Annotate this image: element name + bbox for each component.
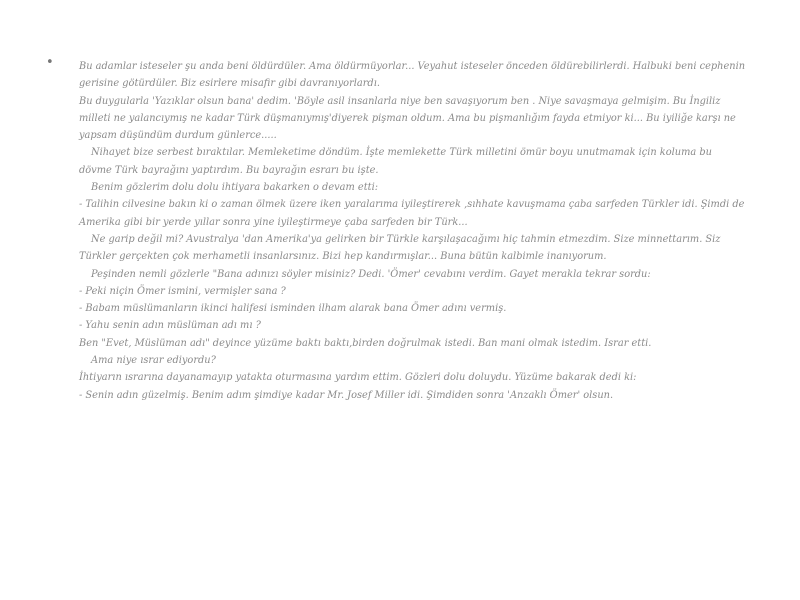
text-line: Bu adamlar isteseler şu anda beni öldürdüler. Ama öldürmüyorlar... Veyahut isteseler önceden öldürebilirlerdi. Halbuki beni cephenin — [79, 61, 746, 72]
text-line: dövme Türk bayrağını yaptırdım. Bu bayrağın esrarı bu işte. — [79, 164, 379, 176]
text-line: - Yahu senin adın müslüman adı mı ? — [79, 320, 261, 332]
text-line: Ben "Evet, Müslüman adı" deyince yüzüme baktı baktı,birden doğrulmak istedi. Ban mani olmak istedim. Israr etti. — [79, 337, 652, 349]
bullet-point: • — [46, 55, 54, 70]
text-line: Amerika gibi bir yerde yıllar sonra yine iyileştirmeye çaba sarfeden bir Türk... — [79, 216, 468, 228]
text-line: milleti ne yalancıymış ne kadar Türk düşmanıymış'diyerek pişman oldum. Ama bu pişmanlığım fayda etmiyor ki... Bu iyiliğe karşı ne — [79, 112, 736, 124]
text-line: - Senin adın güzelmiş. Benim adım şimdiye kadar Mr. Josef Miller idi. Şimdiden sonra 'Anzaklı Ömer' olsun. — [79, 389, 614, 401]
text-line: Bu duygularla 'Yazıklar olsun bana' dedim. 'Böyle asil insanlarla niye ben savaşıyorum ben . Niye savaşmaya gelmişim. Bu İngiliz — [79, 95, 721, 107]
text-line: Ama niye ısrar ediyordu? — [91, 355, 216, 367]
text-line: - Talihin cilvesine bakın ki o zaman ölmek üzere iken yaralarıma iyileştirerek ,sıhhate kavuşmama çaba sarfeden Türkler idi. Şimdi de — [79, 199, 745, 211]
text-line: Ne garip değil mi? Avustralya 'dan Amerika'ya gelirken bir Türkle karşılaşacağımı hiç tahmin etmezdim. Size minnettarım. Siz — [91, 233, 721, 245]
text-line: İhtiyarın ısrarına dayanamayıp yatakta oturmasına yardım ettim. Gözleri dolu doluydu. Yüzüme bakarak dedi ki: — [79, 372, 637, 384]
text-line: gerisine götürdüler. Biz esirlere misafir gibi davranıyorlardı. — [79, 78, 380, 90]
text-line: - Babam müslümanların ikinci halifesi isminden ilham alarak bana Ömer adını vermiş. — [79, 303, 507, 315]
text-line: Peşinden nemli gözlerle "Bana adınızı söyler misiniz? Dedi. 'Ömer' cevabını verdim. Gayet merakla tekrar sordu: — [91, 268, 651, 280]
story-text-block — [79, 58, 759, 404]
text-line: yapsam düşündüm durdum günlerce..... — [79, 130, 277, 142]
text-line: Benim gözlerim dolu dolu ihtiyara bakarken o devam etti: — [91, 182, 379, 194]
text-line: Nihayet bize serbest bıraktılar. Memleketime döndüm. İşte memlekette Türk milletini ömür boyu unutmamak için koluma bu — [91, 147, 712, 159]
text-line: Türkler gerçekten çok merhametli insanlarsınız. Bizi hep kandırmışlar... Buna bütün kalbimle inanıyorum. — [79, 251, 607, 263]
text-line: - Peki niçin Ömer ismini, vermişler sana ? — [79, 285, 286, 297]
